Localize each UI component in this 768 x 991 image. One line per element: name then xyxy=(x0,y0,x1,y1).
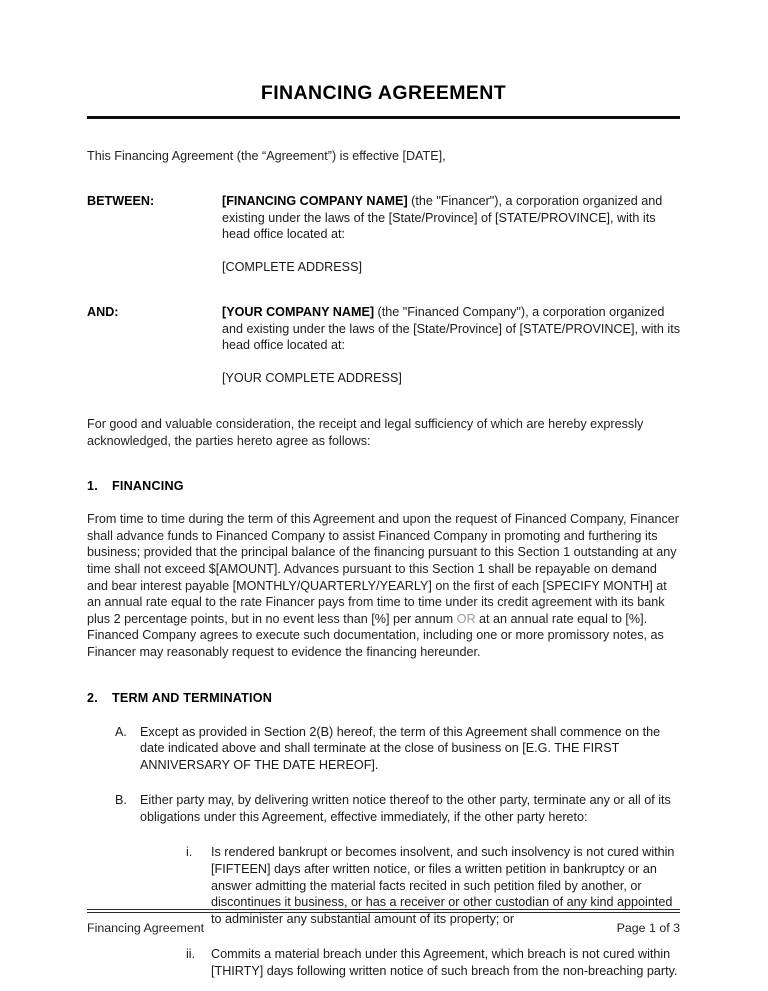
list-marker-b: B. xyxy=(115,793,127,808)
party-details-financed-company xyxy=(222,304,680,387)
alternative-clause-marker: OR xyxy=(456,611,476,626)
party-block-financer xyxy=(87,193,680,276)
party-label-and: AND: xyxy=(87,305,119,319)
list-marker-a: A. xyxy=(115,724,127,739)
page-title: FINANCING AGREEMENT xyxy=(260,82,507,104)
page-footer xyxy=(87,909,680,936)
party-details-financer xyxy=(222,193,680,276)
footer-row xyxy=(87,920,680,936)
financer-address-placeholder: [COMPLETE ADDRESS] xyxy=(222,260,362,275)
section-heading-term-and-termination xyxy=(87,691,680,705)
section-1-body xyxy=(87,511,680,660)
party-label-between: BETWEEN: xyxy=(87,194,155,209)
title-divider xyxy=(87,116,680,119)
section-number-1: 1. xyxy=(87,479,98,494)
list-marker-i: i. xyxy=(186,845,193,860)
footer-document-name: Financing Agreement xyxy=(87,921,205,935)
section-title-term-and-termination: TERM AND TERMINATION xyxy=(112,690,273,705)
list-marker-ii: ii. xyxy=(186,947,196,962)
footer-divider-top xyxy=(87,909,680,910)
your-company-name-placeholder: [YOUR COMPANY NAME] xyxy=(222,305,375,319)
list-item xyxy=(87,946,680,979)
section-heading-financing xyxy=(87,479,680,493)
list-text-b: Either party may, by delivering written notice thereof to the other party, terminate any or all of its obligations under this Agreement, effective immediately, if the other party hereto: xyxy=(140,793,671,824)
section-1-body-second: at an annual rate equal to [%]. Financed Company agrees to execute such documentation, including one or more promissory notes, as Financer may reasonably request to evidence the financing hereunder. xyxy=(87,611,664,659)
effective-date-paragraph: This Financing Agreement (the “Agreement”) is effective [DATE], xyxy=(87,149,446,164)
footer-page-number: Page 1 of 3 xyxy=(616,921,680,935)
list-item xyxy=(87,792,680,825)
section-title-financing: FINANCING xyxy=(112,479,184,494)
consideration-paragraph: For good and valuable consideration, the receipt and legal sufficiency of which are hereby expressly acknowledged, the parties hereto agree as follows: xyxy=(87,416,644,448)
list-text-i: Is rendered bankrupt or becomes insolvent, and such insolvency is not cured within [FIFTEEN] days after written notice, or files a written petition in bankruptcy or an answer admitting the material facts recited in such petition filed by another, or discontinues it business, or has a receiver or other custodian of any kind appointed to administer any substantial amount of its property; or xyxy=(211,845,675,926)
list-item xyxy=(87,724,680,774)
financer-description: (the "Financer"), a corporation organized and existing under the laws of the [State/Province] of [STATE/PROVINCE], with its head office located at: xyxy=(222,194,663,242)
financed-company-description: (the "Financed Company"), a corporation organized and existing under the laws of the [State/Province] of [STATE/PROVINCE], with its head office located at: xyxy=(222,305,681,353)
document-content xyxy=(87,0,680,980)
section-1-body-first: From time to time during the term of this Agreement and upon the request of Financed Company, Financer shall advance funds to Financed Company to assist Financed Company in promoting and furthering its business; provided that the principal balance of the financing pursuant to this Section 1 outstanding at any time shall not exceed $[AMOUNT]. Advances pursuant to this Section 1 shall be repayable on demand and bear interest payable [MONTHLY/QUARTERLY/YEARLY] on the first of each [SPECIFY MONTH] at an annual rate equal to the rate Financer pays from time to time under its credit agreement with its bank plus 2 percentage points, but in no event less than [%] per annum xyxy=(87,512,679,626)
financed-company-address-placeholder: [YOUR COMPLETE ADDRESS] xyxy=(222,371,402,386)
list-text-ii: Commits a material breach under this Agreement, which breach is not cured within [THIRTY] days following written notice of such breach from the non-breaching party. xyxy=(211,947,678,979)
party-block-financed-company xyxy=(87,304,680,387)
financing-company-name-placeholder: [FINANCING COMPANY NAME] xyxy=(222,194,408,209)
section-number-2: 2. xyxy=(87,690,98,705)
list-text-a: Except as provided in Section 2(B) hereof, the term of this Agreement shall commence on the date indicated above and shall terminate at the close of business on [E.G. THE FIRST ANNIVERSARY OF THE DATE HEREOF]. xyxy=(140,724,661,772)
footer-divider-bottom xyxy=(87,912,680,913)
